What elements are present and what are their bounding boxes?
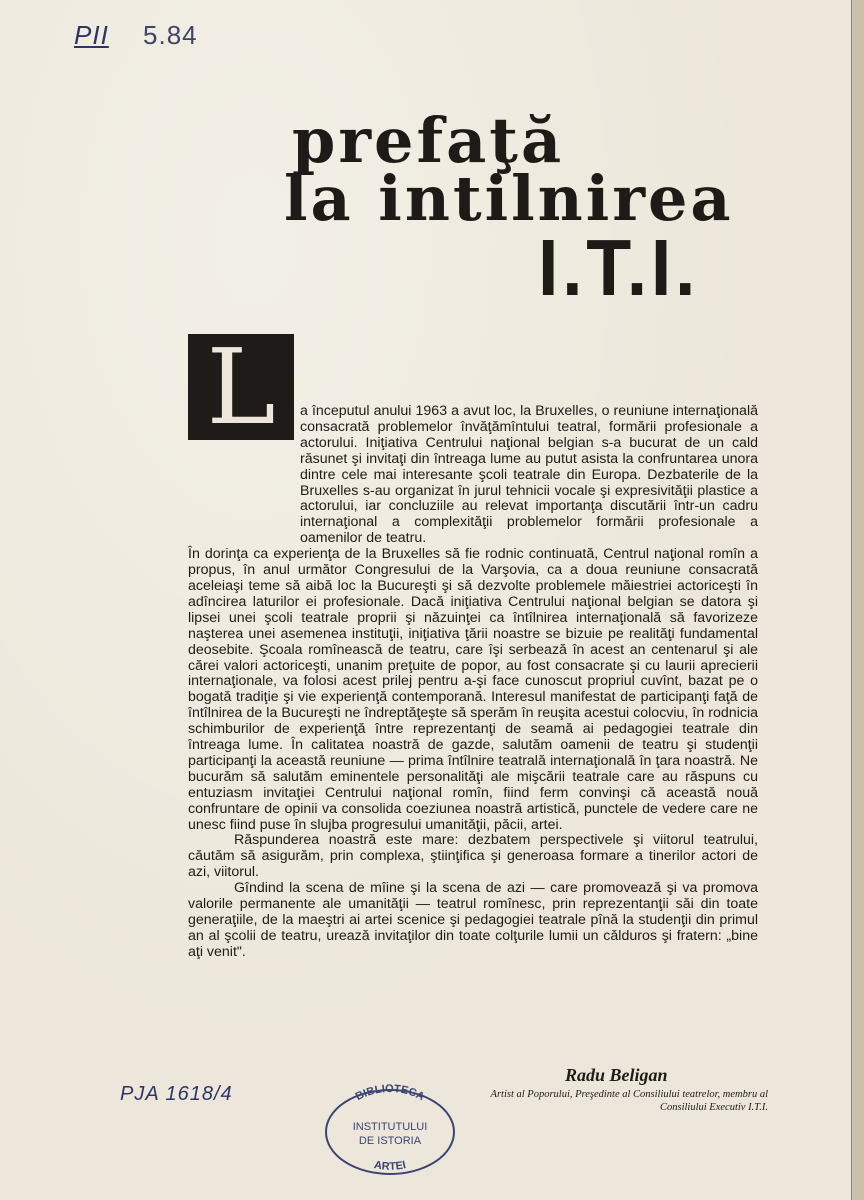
title-line-1: prefaţă — [292, 104, 565, 177]
stamp-bottom-text: ARTEI — [373, 1159, 408, 1173]
paragraph-1: a începutul anului 1963 a avut loc, la Bruxelles, o reuniune internaţională consacrată problemelor învăţămîntului teatral, formării profesionale a actorului. Iniţiativa Centrului naţional belgian s-a bucurat de un cald răsunet şi invitaţi din întreaga lume au putut asista la confruntarea unora dintre cele mai interesante şcoli teatrale din Europa. Dezbaterile de la Bruxelles s-au organizat în jurul tehnicii vocale şi expresivităţii plastice a actorului, iar concluziile au relevat importanţa discutării într-un cadru internaţional a complexităţii problemelor formării profesionale a oamenilor de teatru. — [300, 403, 758, 547]
stamp-line-2: DE ISTORIA — [358, 1135, 422, 1147]
title-line-3: I.T.I. — [538, 223, 700, 312]
handwritten-number: 5.84 — [143, 20, 198, 50]
stamp-top-text: BIBLIOTECA — [353, 1082, 427, 1104]
handwritten-inventory-number: PJA 1618/4 — [120, 1083, 233, 1105]
stamp-line-1: INSTITUTULUI — [352, 1121, 428, 1133]
signature-name: Radu Beligan — [565, 1065, 668, 1085]
paragraph-3: Răspunderea noastră este mare: dezbatem perspectivele şi viitorul teatrului, căutăm să asigurăm, prin complexa, ştiinţifica şi generoasa formare a tinerilor actori de azi, viitorul. — [188, 832, 758, 881]
signature-description: Artist al Poporului, Preşedinte al Consiliului teatrelor, membru al Consiliului Executiv I.T.I. — [490, 1089, 768, 1113]
paragraph-2: În dorinţa ca experienţa de la Bruxelles să fie rodnic continuată, Centrul naţional romîn a propus, în anul următor Congresului de la Varşovia, ca a doua reuniune consacrată aceleiaşi teme să aibă loc la Bucureşti şi să dezvolte problemele măiestriei actoriceşti în adîncirea laturilor ei profesionale. Dacă iniţiativa Centrului naţional belgian se datora şi lipsei unei şcoli teatrale proprii şi năzuinţei ca întîlnirea internaţională să favorizeze naşterea unei asemenea instituţii, iniţiativa ţării noastre se bizuie pe realităţi fundamental deosebite. Şcoala romînească de teatru, care îşi serbează în acest an centenarul şi ale cărei valori actoriceşti, unanim preţuite de popor, au fost consacrate şi cu laurii aprecierii internaţionale, va folosi acest prilej pentru a-şi face cunoscut propriul cuvînt, bazat pe o bogată tradiţie şi vie experienţă contemporană. Interesul manifestat de participanţi faţă de întîlnirea de la Bucureşti ne îndreptăţeşte să sperăm în reuşita acestui colocviu, în rodnicia schimburilor de experienţă între reprezentanţi de seamă ai pedagogiei teatrale din întreaga lume. În calitatea noastră de gazde, salutăm oamenii de teatru şi studenţii participanţi la această reuniune — prima întîlnire teatrală internaţională în ţara noastră. Ne bucurăm să salutăm eminentele personalităţi ale mişcării teatrale care au răspuns cu entuziasm invitaţiei Centrului naţional romîn, fiind ferm convinşi că această nouă confruntare de opinii va consolida coeziunea noastră artistică, punctele de vedere care ne unesc fiind puse în slujba progresului umanităţii, păcii, artei. — [188, 546, 758, 833]
handwritten-code: PII — [74, 20, 109, 50]
page-edge — [851, 0, 864, 1200]
drop-cap: L — [188, 334, 294, 440]
article-body — [188, 404, 758, 961]
title-line-2: la intilnirea — [284, 162, 734, 235]
library-stamp — [320, 1082, 460, 1178]
handwritten-archive-mark — [74, 20, 198, 51]
paragraph-4: Gîndind la scena de mîine şi la scena de azi — care promovează şi va promova valorile permanente ale umanităţii — teatrul romînesc, prin reprezentanţii săi din toate generaţiile, de la maeştri ai artei scenice şi pedagogiei teatrale pînă la studenţii din primul an al şcolii de teatru, urează invitaţilor din toate colţurile lumii un călduros şi fratern: „bine aţi venit". — [188, 880, 758, 960]
